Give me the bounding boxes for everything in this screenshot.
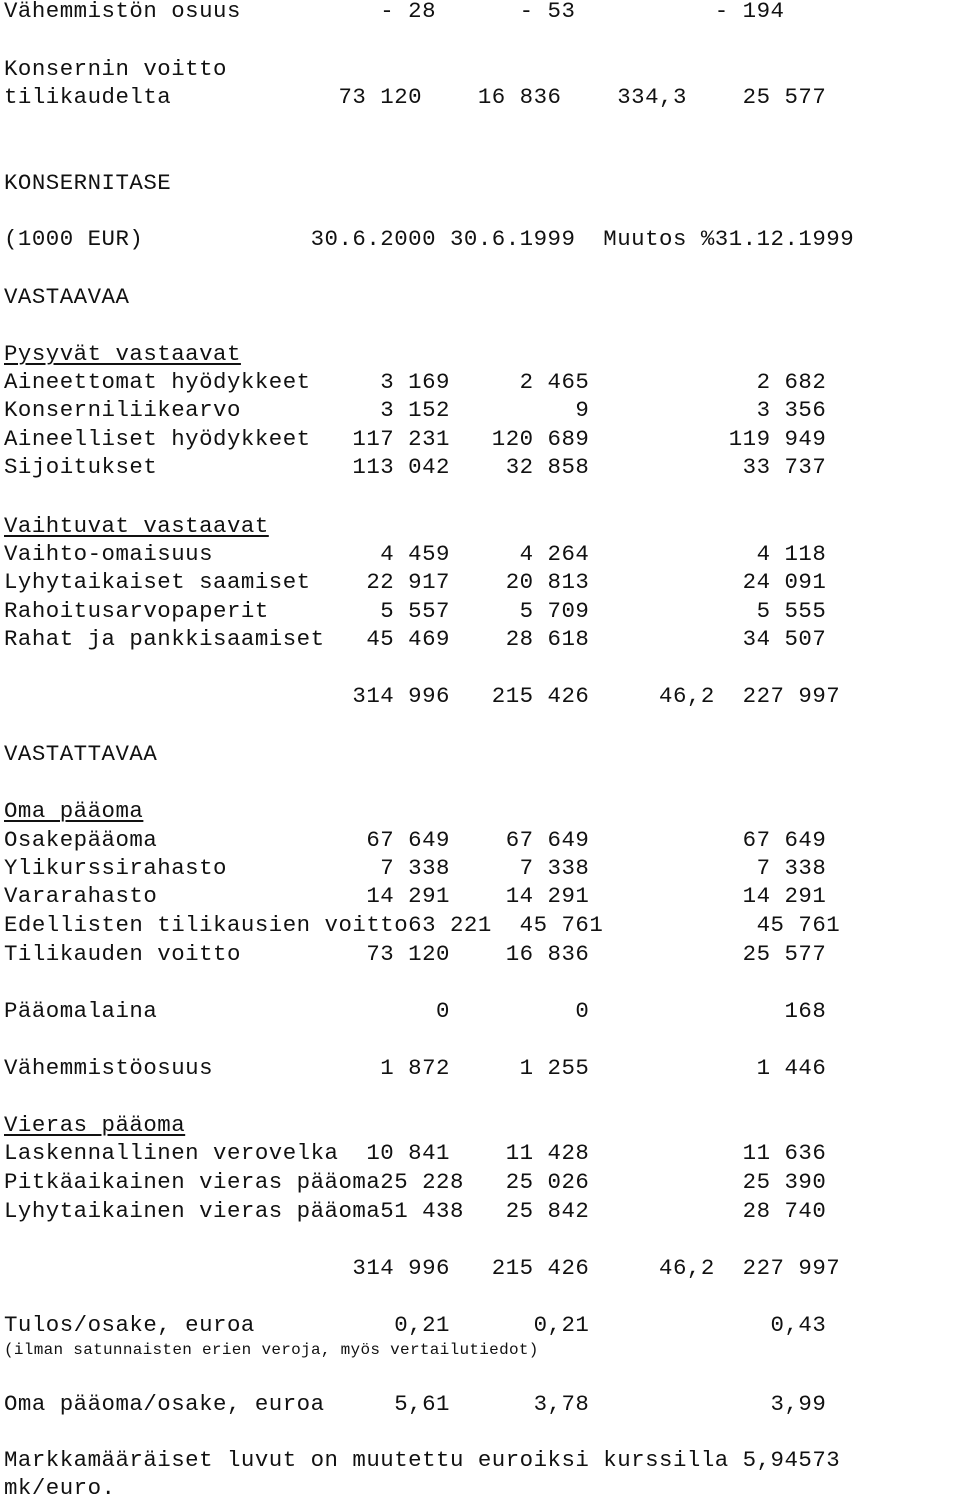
footnote: (ilman satunnaisten erien veroja, myös vertailutiedot) (4, 1341, 539, 1359)
table-row: Osakepääoma 67 649 67 649 67 649 (4, 827, 827, 853)
table-row: Vararahasto 14 291 14 291 14 291 (4, 883, 827, 909)
table-row: Tilikauden voitto 73 120 16 836 25 577 (4, 941, 827, 967)
table-row: Rahoitusarvopaperit 5 557 5 709 5 555 (4, 598, 827, 624)
subheading: Vaihtuvat vastaavat (4, 513, 269, 539)
table-row: Pitkäaikainen vieras pääoma25 228 25 026 25 390 (4, 1169, 827, 1195)
table-row: Lyhytaikaiset saamiset 22 917 20 813 24 091 (4, 569, 827, 595)
table-row: Ylikurssirahasto 7 338 7 338 7 338 (4, 855, 827, 881)
subheading: Pysyvät vastaavat (4, 341, 241, 367)
table-row: Rahat ja pankkisaamiset 45 469 28 618 34 507 (4, 626, 827, 652)
text-line: Vähemmistön osuus - 28 - 53 - 194 (4, 0, 785, 24)
text-line: tilikaudelta 73 120 16 836 334,3 25 577 (4, 84, 827, 110)
table-row: Laskennallinen verovelka 10 841 11 428 11 636 (4, 1140, 827, 1166)
table-row: Edellisten tilikausien voitto63 221 45 761 45 761 (4, 912, 841, 938)
table-row: Lyhytaikainen vieras pääoma51 438 25 842 28 740 (4, 1198, 827, 1224)
table-row: Pääomalaina 0 0 168 (4, 998, 827, 1024)
total-row: 314 996 215 426 46,2 227 997 (4, 1255, 841, 1281)
subheading: Vieras pääoma (4, 1112, 186, 1138)
table-row: Aineettomat hyödykkeet 3 169 2 465 2 682 (4, 369, 827, 395)
table-row: Vähemmistöosuus 1 872 1 255 1 446 (4, 1055, 827, 1081)
section-heading: VASTATTAVAA (4, 741, 158, 767)
note-text: mk/euro. (4, 1475, 116, 1501)
section-heading: KONSERNITASE (4, 170, 172, 196)
text-line: Konsernin voitto (4, 56, 227, 82)
table-row: Vaihto-omaisuus 4 459 4 264 4 118 (4, 541, 827, 567)
table-row: Aineelliset hyödykkeet 117 231 120 689 119 949 (4, 426, 827, 452)
column-header: (1000 EUR) 30.6.2000 30.6.1999 Muutos %31.12.1999 (4, 226, 855, 252)
table-row: Sijoitukset 113 042 32 858 33 737 (4, 454, 827, 480)
total-row: 314 996 215 426 46,2 227 997 (4, 683, 841, 709)
section-heading: VASTAAVAA (4, 284, 130, 310)
note-text: Markkamääräiset luvut on muutettu euroiksi kurssilla 5,94573 (4, 1447, 841, 1473)
table-row: Tulos/osake, euroa 0,21 0,21 0,43 (4, 1312, 827, 1338)
table-row: Konserniliikearvo 3 152 9 3 356 (4, 397, 827, 423)
table-row: Oma pääoma/osake, euroa 5,61 3,78 3,99 (4, 1391, 827, 1417)
subheading: Oma pääoma (4, 798, 144, 824)
